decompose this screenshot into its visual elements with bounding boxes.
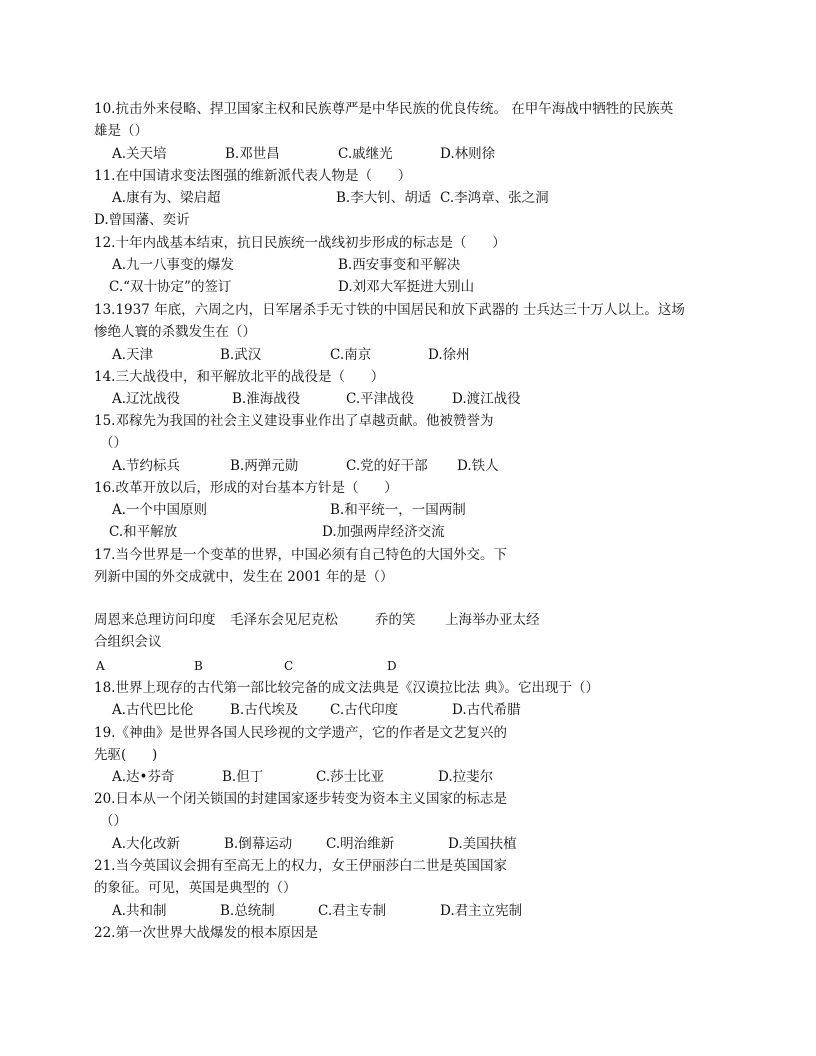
question-20-option-b: B.倒幕运动	[224, 836, 293, 852]
question-16-option-c: C.和平解放	[109, 524, 178, 540]
question-19-option-c: C.莎士比亚	[316, 769, 385, 785]
question-11-option-d: D.曾国藩、奕䜣	[94, 212, 190, 228]
question-10-option-b: B.邓世昌	[225, 146, 280, 162]
question-17-stem-line-1: 17.当今世界是一个变革的世界，中国必须有自己特色的大国外交。下	[94, 547, 507, 563]
question-17-letter-b: B	[194, 659, 203, 673]
question-16-option-a: A.一个中国原则	[112, 502, 208, 518]
question-14-option-b: B.淮海战役	[232, 391, 301, 407]
question-11-option-a: A.康有为、梁启超	[112, 190, 221, 206]
question-15-stem-line-2: （）	[100, 435, 127, 451]
question-18-option-d: D.古代希腊	[452, 702, 521, 718]
question-22-stem: 22.第一次世界大战爆发的根本原因是	[94, 925, 318, 941]
question-21-stem-line-2: 的象征。可见，英国是典型的（）	[94, 880, 297, 896]
question-11-option-c: C.李鸿章、张之洞	[440, 190, 549, 206]
question-16-option-b: B.和平统一，一国两制	[330, 502, 466, 518]
question-20-option-a: A.大化改新	[112, 836, 181, 852]
question-19-stem-line-2: 先驱( )	[94, 747, 158, 763]
question-18-option-c: C.古代印度	[330, 702, 399, 718]
question-17-caption-a: 周恩来总理访问印度	[94, 612, 216, 628]
question-11-option-b: B.李大钊、胡适	[336, 190, 432, 206]
question-15-option-c: C.党的好干部	[346, 458, 428, 474]
question-10-stem-line-1: 10.抗击外来侵略、捍卫国家主权和民族尊严是中华民族的优良传统。 在甲午海战中牺牲的民族英	[94, 101, 674, 117]
question-17-caption-b: 毛泽东会见尼克松	[230, 612, 338, 628]
question-21-option-c: C.君主专制	[318, 903, 387, 919]
question-12-stem: 12.十年内战基本结束，抗日民族统一战线初步形成的标志是（ ）	[94, 235, 506, 251]
question-13-option-c: C.南京	[330, 347, 372, 363]
question-20-stem-line-2: （）	[100, 813, 127, 829]
question-12-option-b: B.西安事变和平解决	[338, 257, 461, 273]
question-15-option-d: D.铁人	[457, 458, 499, 474]
question-14-option-a: A.辽沈战役	[112, 391, 181, 407]
question-17-caption-d-line-1: 上海举办亚太经	[445, 612, 540, 628]
question-12-option-a: A.九一八事变的爆发	[112, 257, 235, 273]
question-16-option-d: D.加强两岸经济交流	[322, 524, 445, 540]
question-15-stem-line-1: 15.邓稼先为我国的社会主义建设事业作出了卓越贡献。他被赞誉为	[94, 413, 494, 429]
question-18-option-a: A.古代巴比伦	[112, 702, 194, 718]
question-19-option-b: B.但丁	[222, 769, 264, 785]
question-17-caption-c: 乔的笑	[375, 612, 416, 628]
question-20-stem-line-1: 20.日本从一个闭关锁国的封建国家逐步转变为资本主义国家的标志是	[94, 791, 507, 807]
question-15-option-a: A.节约标兵	[112, 458, 181, 474]
question-13-stem-line-1: 13.1937 年底，六周之内，日军屠杀手无寸铁的中国居民和放下武器的 士兵达三十万人以上。这场	[94, 302, 685, 318]
question-17-stem-line-2: 列新中国的外交成就中，发生在 2001 年的是（）	[94, 569, 394, 585]
question-13-stem-line-2: 惨绝人寰的杀戮发生在（）	[94, 324, 256, 340]
question-14-option-d: D.渡江战役	[452, 391, 521, 407]
question-17-caption-d-line-2: 合组织会议	[94, 634, 162, 650]
question-19-option-d: D.拉斐尔	[438, 769, 494, 785]
question-15-option-b: B.两弹元勋	[230, 458, 299, 474]
question-21-option-a: A.共和制	[112, 903, 167, 919]
question-10-option-a: A.关天培	[112, 146, 167, 162]
question-11-stem: 11.在中国请求变法图强的维新派代表人物是（ ）	[94, 168, 412, 184]
question-21-option-b: B.总统制	[220, 903, 275, 919]
question-17-letter-a: A	[96, 659, 105, 673]
question-20-option-c: C.明治维新	[326, 836, 395, 852]
question-14-stem: 14.三大战役中，和平解放北平的战役是（ ）	[94, 369, 385, 385]
question-13-option-b: B.武汉	[220, 347, 262, 363]
question-17-letter-c: C	[284, 659, 294, 673]
question-13-option-a: A.天津	[112, 347, 154, 363]
question-19-option-a: A.达•芬奇	[112, 769, 175, 785]
question-19-stem-line-1: 19.《神曲》是世界各国人民珍视的文学遗产，它的作者是文艺复兴的	[94, 725, 507, 741]
question-16-stem: 16.改革开放以后，形成的对台基本方针是（ ）	[94, 480, 398, 496]
question-10-stem-line-2: 雄是（）	[94, 123, 148, 139]
question-17-letter-d: D	[387, 659, 397, 673]
question-10-option-d: D.林则徐	[440, 146, 496, 162]
question-21-stem-line-1: 21.当今英国议会拥有至高无上的权力，女王伊丽莎白二世是英国国家	[94, 858, 507, 874]
question-12-option-c: C.“双十协定”的签订	[109, 279, 232, 295]
question-12-option-d: D.刘邓大军挺进大别山	[338, 279, 475, 295]
question-20-option-d: D.美国扶植	[448, 836, 517, 852]
question-10-option-c: C.戚继光	[338, 146, 393, 162]
question-13-option-d: D.徐州	[428, 347, 470, 363]
question-18-stem: 18.世界上现存的古代第一部比较完备的成文法典是《汉谟拉比法 典》。它出现于（）	[94, 680, 600, 696]
question-18-option-b: B.古代埃及	[230, 702, 299, 718]
question-21-option-d: D.君主立宪制	[440, 903, 523, 919]
question-14-option-c: C.平津战役	[346, 391, 415, 407]
